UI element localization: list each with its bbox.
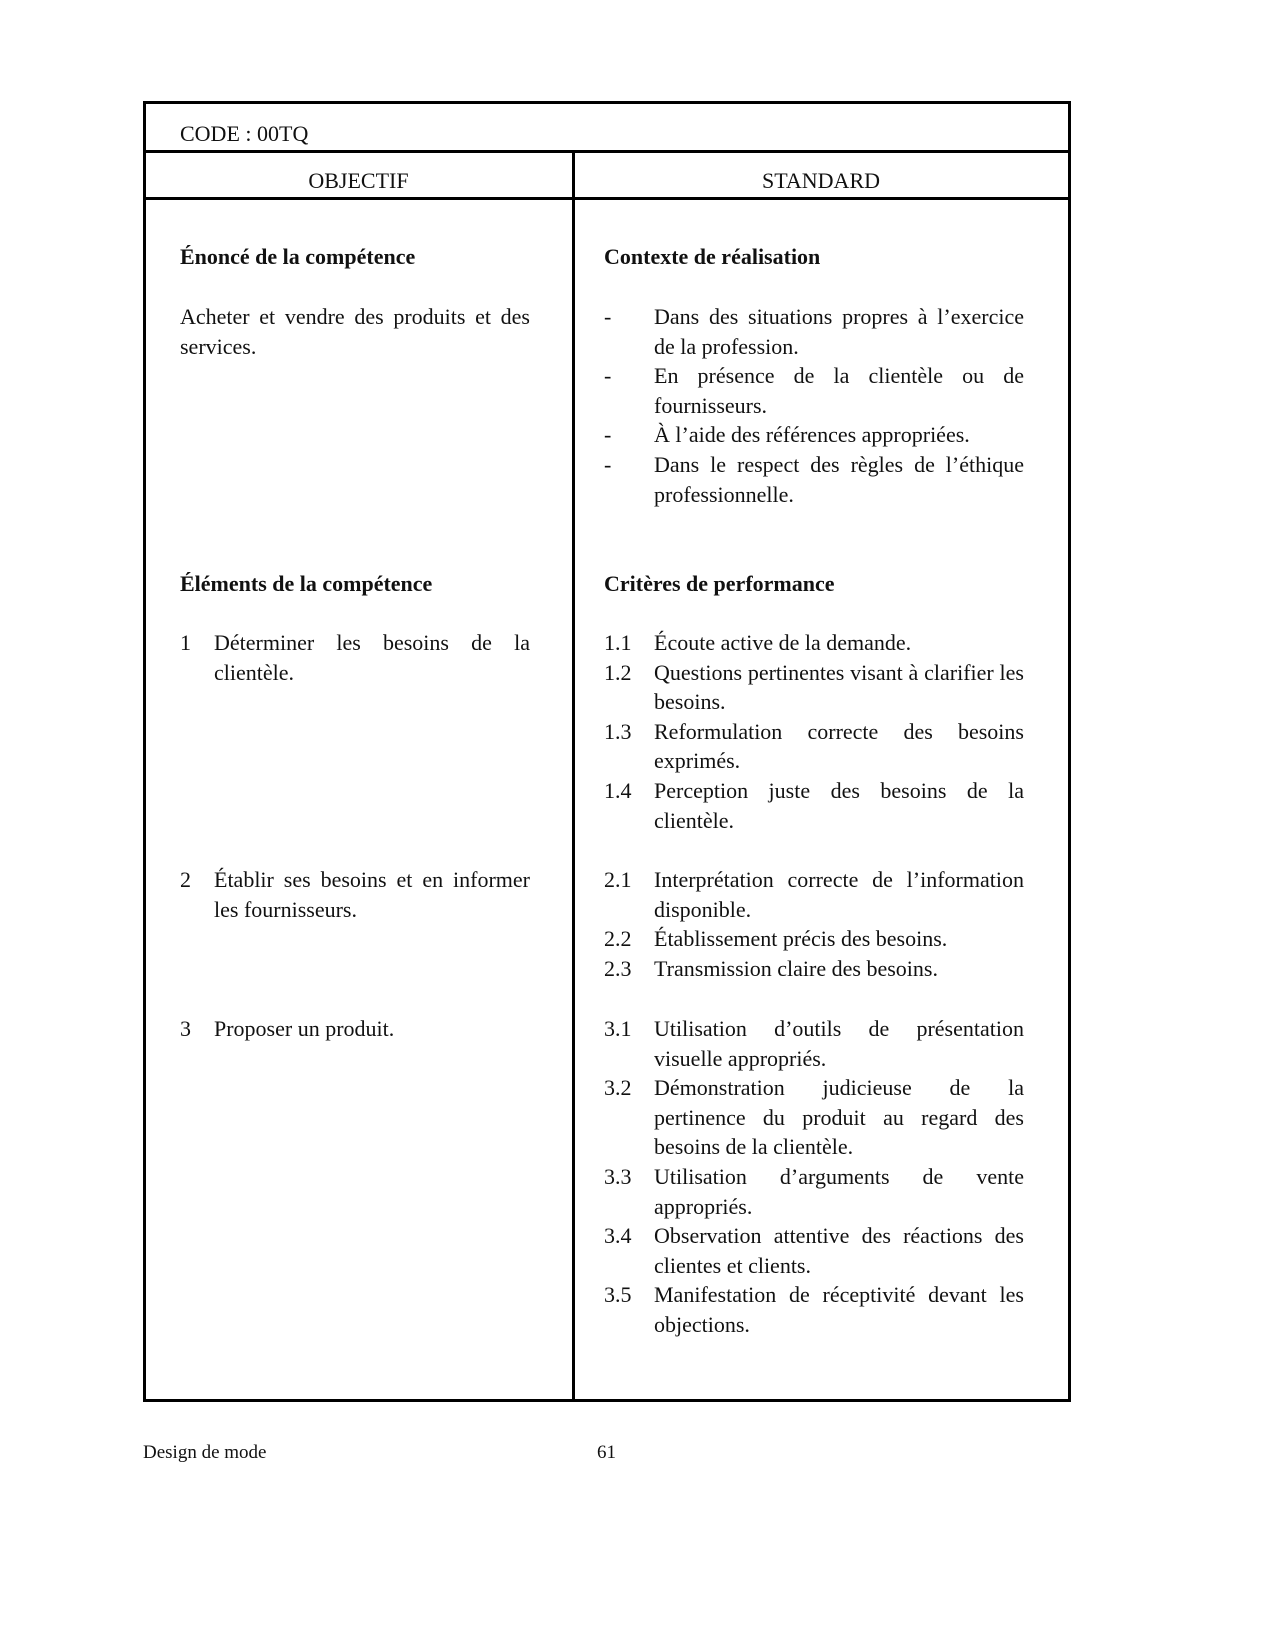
- item-number: 3.5: [604, 1282, 632, 1308]
- item-number: 3: [180, 1016, 191, 1041]
- list-item: [604, 717, 1024, 776]
- list-item: [604, 924, 1024, 954]
- item-text: À l’aide des références appropriées.: [654, 422, 970, 448]
- divider: [146, 150, 1068, 153]
- item-number: 1.2: [604, 659, 632, 685]
- list-item: [604, 1162, 1024, 1221]
- item-text: Établissement précis des besoins.: [654, 926, 948, 952]
- item-number: -: [604, 304, 612, 329]
- item-text: Perception juste des besoins de la clientèle.: [654, 777, 1024, 833]
- item-number: 3.3: [604, 1163, 632, 1189]
- criteres-title: Critères de performance: [604, 571, 835, 596]
- enonce-text: Acheter et vendre des produits et des services.: [180, 304, 530, 359]
- item-number: -: [604, 363, 612, 389]
- element-item: [180, 1014, 530, 1044]
- item-number: 2.1: [604, 867, 632, 892]
- divider: [146, 197, 1068, 200]
- item-number: 1.1: [604, 630, 632, 655]
- item-text: Manifestation de réceptivité devant les objections.: [654, 1282, 1024, 1337]
- standard-header: STANDARD: [761, 168, 881, 193]
- item-number: -: [604, 422, 612, 448]
- list-item: [180, 1014, 530, 1044]
- item-text: Interprétation correcte de l’information disponible.: [654, 867, 1024, 922]
- item-text: Écoute active de la demande.: [654, 630, 912, 655]
- item-number: 2.2: [604, 926, 632, 952]
- item-text: Utilisation d’arguments de vente appropriés.: [654, 1163, 1024, 1219]
- item-text: En présence de la clientèle ou de fournisseurs.: [654, 363, 1024, 418]
- item-number: -: [604, 451, 612, 477]
- list-item: [604, 954, 1024, 984]
- list-item: [604, 361, 1024, 420]
- criteria-group: [604, 628, 1024, 835]
- code-label: CODE : 00TQ: [180, 121, 309, 146]
- list-item: [604, 1014, 1024, 1073]
- item-text: Transmission claire des besoins.: [654, 955, 938, 981]
- list-item: [180, 865, 530, 924]
- footer-title: Design de mode: [143, 1442, 267, 1463]
- item-text: Observation attentive des réactions des clientes et clients.: [654, 1223, 1024, 1278]
- objectif-header: OBJECTIF: [308, 168, 409, 193]
- item-number: 2.3: [604, 955, 632, 981]
- list-item: [604, 1073, 1024, 1162]
- criteria-group: [604, 1014, 1024, 1340]
- item-text: Démonstration judicieuse de la pertinence du produit au regard des besoins de la clientèle.: [654, 1075, 1024, 1160]
- item-number: 2: [180, 867, 191, 892]
- list-item: [604, 628, 1024, 658]
- element-item: [180, 628, 530, 687]
- contexte-list: [604, 302, 1024, 509]
- list-item: [604, 1280, 1024, 1339]
- list-item: [604, 776, 1024, 835]
- contexte-title: Contexte de réalisation: [604, 244, 821, 269]
- item-text: Proposer un produit.: [214, 1016, 395, 1041]
- item-number: 3.4: [604, 1223, 632, 1249]
- list-item: [604, 302, 1024, 361]
- elements-title: Éléments de la compétence: [180, 571, 433, 596]
- enonce-title: Énoncé de la compétence: [180, 244, 416, 269]
- item-number: 1.3: [604, 718, 632, 744]
- item-text: Reformulation correcte des besoins exprimés.: [654, 718, 1024, 774]
- criteria-group: [604, 865, 1024, 983]
- list-item: [604, 420, 1024, 450]
- item-text: Établir ses besoins et en informer les fournisseurs.: [214, 867, 530, 922]
- item-number: 3.2: [604, 1075, 632, 1101]
- item-text: Déterminer les besoins de la clientèle.: [214, 630, 530, 685]
- list-item: [604, 450, 1024, 509]
- list-item: [604, 1221, 1024, 1280]
- page-number: 61: [597, 1442, 616, 1463]
- list-item: [604, 658, 1024, 717]
- list-item: [604, 865, 1024, 924]
- column-divider: [572, 151, 575, 1399]
- item-text: Utilisation d’outils de présentation visuelle appropriés.: [654, 1016, 1024, 1071]
- item-number: 1: [180, 630, 191, 655]
- item-number: 3.1: [604, 1016, 632, 1041]
- item-text: Dans des situations propres à l’exercice de la profession.: [654, 304, 1024, 359]
- element-item: [180, 865, 530, 924]
- item-text: Questions pertinentes visant à clarifier les besoins.: [654, 659, 1024, 715]
- item-text: Dans le respect des règles de l’éthique professionnelle.: [654, 451, 1024, 507]
- list-item: [180, 628, 530, 687]
- item-number: 1.4: [604, 777, 632, 803]
